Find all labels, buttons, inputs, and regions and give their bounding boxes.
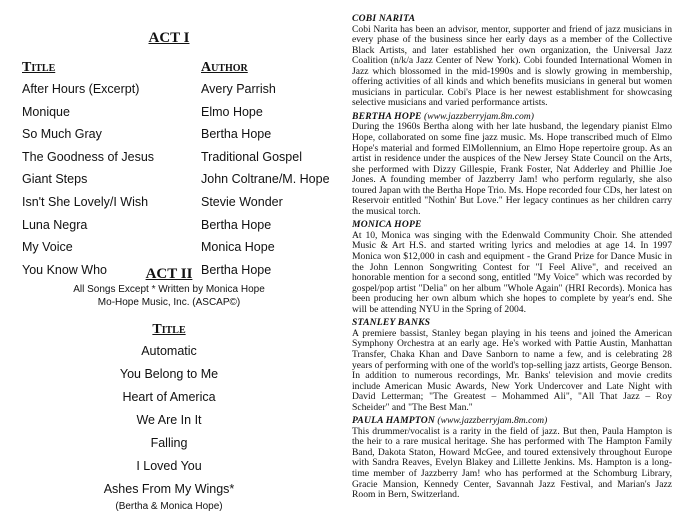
song-title: Giant Steps xyxy=(22,172,88,187)
bio-text: At 10, Monica was singing with the Edenwald Community Choir. She attended Music & Art H.S. and started writing lyrics and melodies at age 14. In 1997 Monica won $12,000 in cash and equipment - the Grand Prize for Dance Music in the John Lennon Songwriting Contest for "I Feel Alive", and received an honorable mention for a second song, entitled "My Voice" which was recorded by gospel/pop artist "Delia" on her album "Whole Again" (HRI Records). Monica has been producing her own album which she hopes to complete by year's end. She will be attending NYU in the Spring of 2004. xyxy=(352,229,672,315)
program-bios-page xyxy=(352,14,672,526)
act-one-heading: ACT I xyxy=(148,30,190,46)
song-title: Ashes From My Wings* xyxy=(103,482,235,496)
song-title: After Hours (Excerpt) xyxy=(22,82,140,96)
program-left-page xyxy=(0,0,338,530)
song-author: Bertha Hope xyxy=(201,127,272,142)
song-author: Elmo Hope xyxy=(201,104,263,119)
song-author: Bertha Hope xyxy=(201,262,272,277)
song-author: Bertha Hope xyxy=(201,217,272,232)
song-title: So Much Gray xyxy=(22,127,102,142)
act-one-title-column-header: Title xyxy=(22,60,56,75)
song-author: Stevie Wonder xyxy=(201,194,283,209)
song-author: Monica Hope xyxy=(201,240,275,255)
act-two-credit-line: All Songs Except * Written by Monica Hope xyxy=(73,284,265,295)
act-one-song-titles xyxy=(22,78,154,281)
bio-name: PAULA HAMPTON xyxy=(352,415,435,427)
song-title: Heart of America xyxy=(122,390,216,404)
song-title: We Are In It xyxy=(136,413,202,427)
song-title: Automatic xyxy=(141,344,197,358)
act-one-song-authors xyxy=(201,78,330,281)
bio-stanley-banks xyxy=(352,318,672,413)
song-author: Traditional Gospel xyxy=(201,149,302,164)
song-title: Isn't She Lovely/I Wish xyxy=(22,194,149,209)
act-two-credits xyxy=(0,283,338,309)
bio-website: (www.jazzberryjam.8m.com) xyxy=(424,110,534,122)
song-title: You Know Who xyxy=(22,262,108,277)
act-two-footnote: (Bertha & Monica Hope) xyxy=(115,501,223,512)
song-title: Falling xyxy=(150,436,188,450)
song-author: Avery Parrish xyxy=(201,82,276,96)
bio-name: STANLEY BANKS xyxy=(352,317,431,329)
song-author: John Coltrane/M. Hope xyxy=(201,172,330,187)
bio-text: A premiere bassist, Stanley began playing in his teens and joined the American Symphony Orchestra at an early age. He's worked with Pattie Austin, Manhattan Transfer, Chaka Khan and Dave Sanborn to name a few, and is celebrating 28 years of performing with one of the world's top-selling jazz artists, George Benson. In addition to numerous recordings, Mr. Banks' television and movie credits include American Music Awards, New York Undercover and Late Night with David Letterman; "The Greatest – Mohammed Ali", "All That Jazz – Roy Scheider" and "The Best Man." xyxy=(352,327,672,413)
bio-text: During the 1960s Bertha along with her late husband, the legendary pianist Elmo Hope, collaborated on some fine jazz music. Ms. Hope transcribed much of Elmo Hope's material and formed ElMollennium, an Elmo Hope repertoire group. As an artist in residence under the auspices of the New Jersey State Council on the Arts, she performed with Dizzy Gillespie, Frank Foster, Nat Adderley and Phillie Joe Jones. A founding member of Jazzberry Jam! who perform regularly, she also toured Japan with the Bertha Hope Trio. Ms. Hope recorded four CDs, her latest on Reservoir entitled "Nothin' But Love." Her legacy continues as her children carry the musical torch. xyxy=(352,121,672,217)
bio-name: BERTHA HOPE xyxy=(352,110,422,122)
song-title: My Voice xyxy=(22,240,73,255)
bio-paula-hampton xyxy=(352,416,672,500)
act-two-heading: ACT II xyxy=(145,266,193,282)
song-title: I Loved You xyxy=(136,459,202,473)
act-two-publisher-line: Mo-Hope Music, Inc. (ASCAP©) xyxy=(97,297,241,308)
bio-text: This drummer/vocalist is a rarity in the field of jazz. But then, Paula Hampton is the heir to a rare musical heritage. She has performed with The Hampton Family Band, Dakota Staton, Howard McGee, and toured extensively throughout Europe with Sandra Reaves, Evelyn Blakey and Lillette Jenkins. Ms. Hampton is a long-time member of Jazzberry Jam! who has performed at the Schomburg Library, Gracie Mansion, Kennedy Center, Savannah Jazz Festival, and Marian's Jazz Room in Bern, Switzerland. xyxy=(352,425,672,501)
bio-monica-hope xyxy=(352,220,672,315)
bio-text: Cobi Narita has been an advisor, mentor, supporter and friend of jazz musicians in every phase of the business since her early days as a member of the Collective Black Artists, and later established her own organization, the Universal Jazz Coalition (n/k/a Jazz Center of New York). Cobi founded International Women in Jazz which blossomed in the mid-1990s and is slowly growing in membership, offering activities of all kinds and which benefits musicians in general but women musicians in particular. Cobi's Place is her newest establishment for showcasing selective musicians and varied performance artists. xyxy=(352,23,672,109)
bio-cobi-narita xyxy=(352,14,672,109)
act-one-author-column-header: Author xyxy=(201,60,248,75)
act-two-song-list xyxy=(0,340,338,501)
act-two-title-column-header: Title xyxy=(152,322,186,337)
bio-bertha-hope xyxy=(352,112,672,217)
bio-website: (www.jazzberryjam.8m.com) xyxy=(437,415,548,427)
song-title: You Belong to Me xyxy=(119,367,219,381)
bio-name: MONICA HOPE xyxy=(352,219,422,231)
bio-name: COBI NARITA xyxy=(352,14,416,24)
song-title: Luna Negra xyxy=(22,217,88,232)
song-title: Monique xyxy=(22,104,70,119)
song-title: The Goodness of Jesus xyxy=(22,149,155,164)
